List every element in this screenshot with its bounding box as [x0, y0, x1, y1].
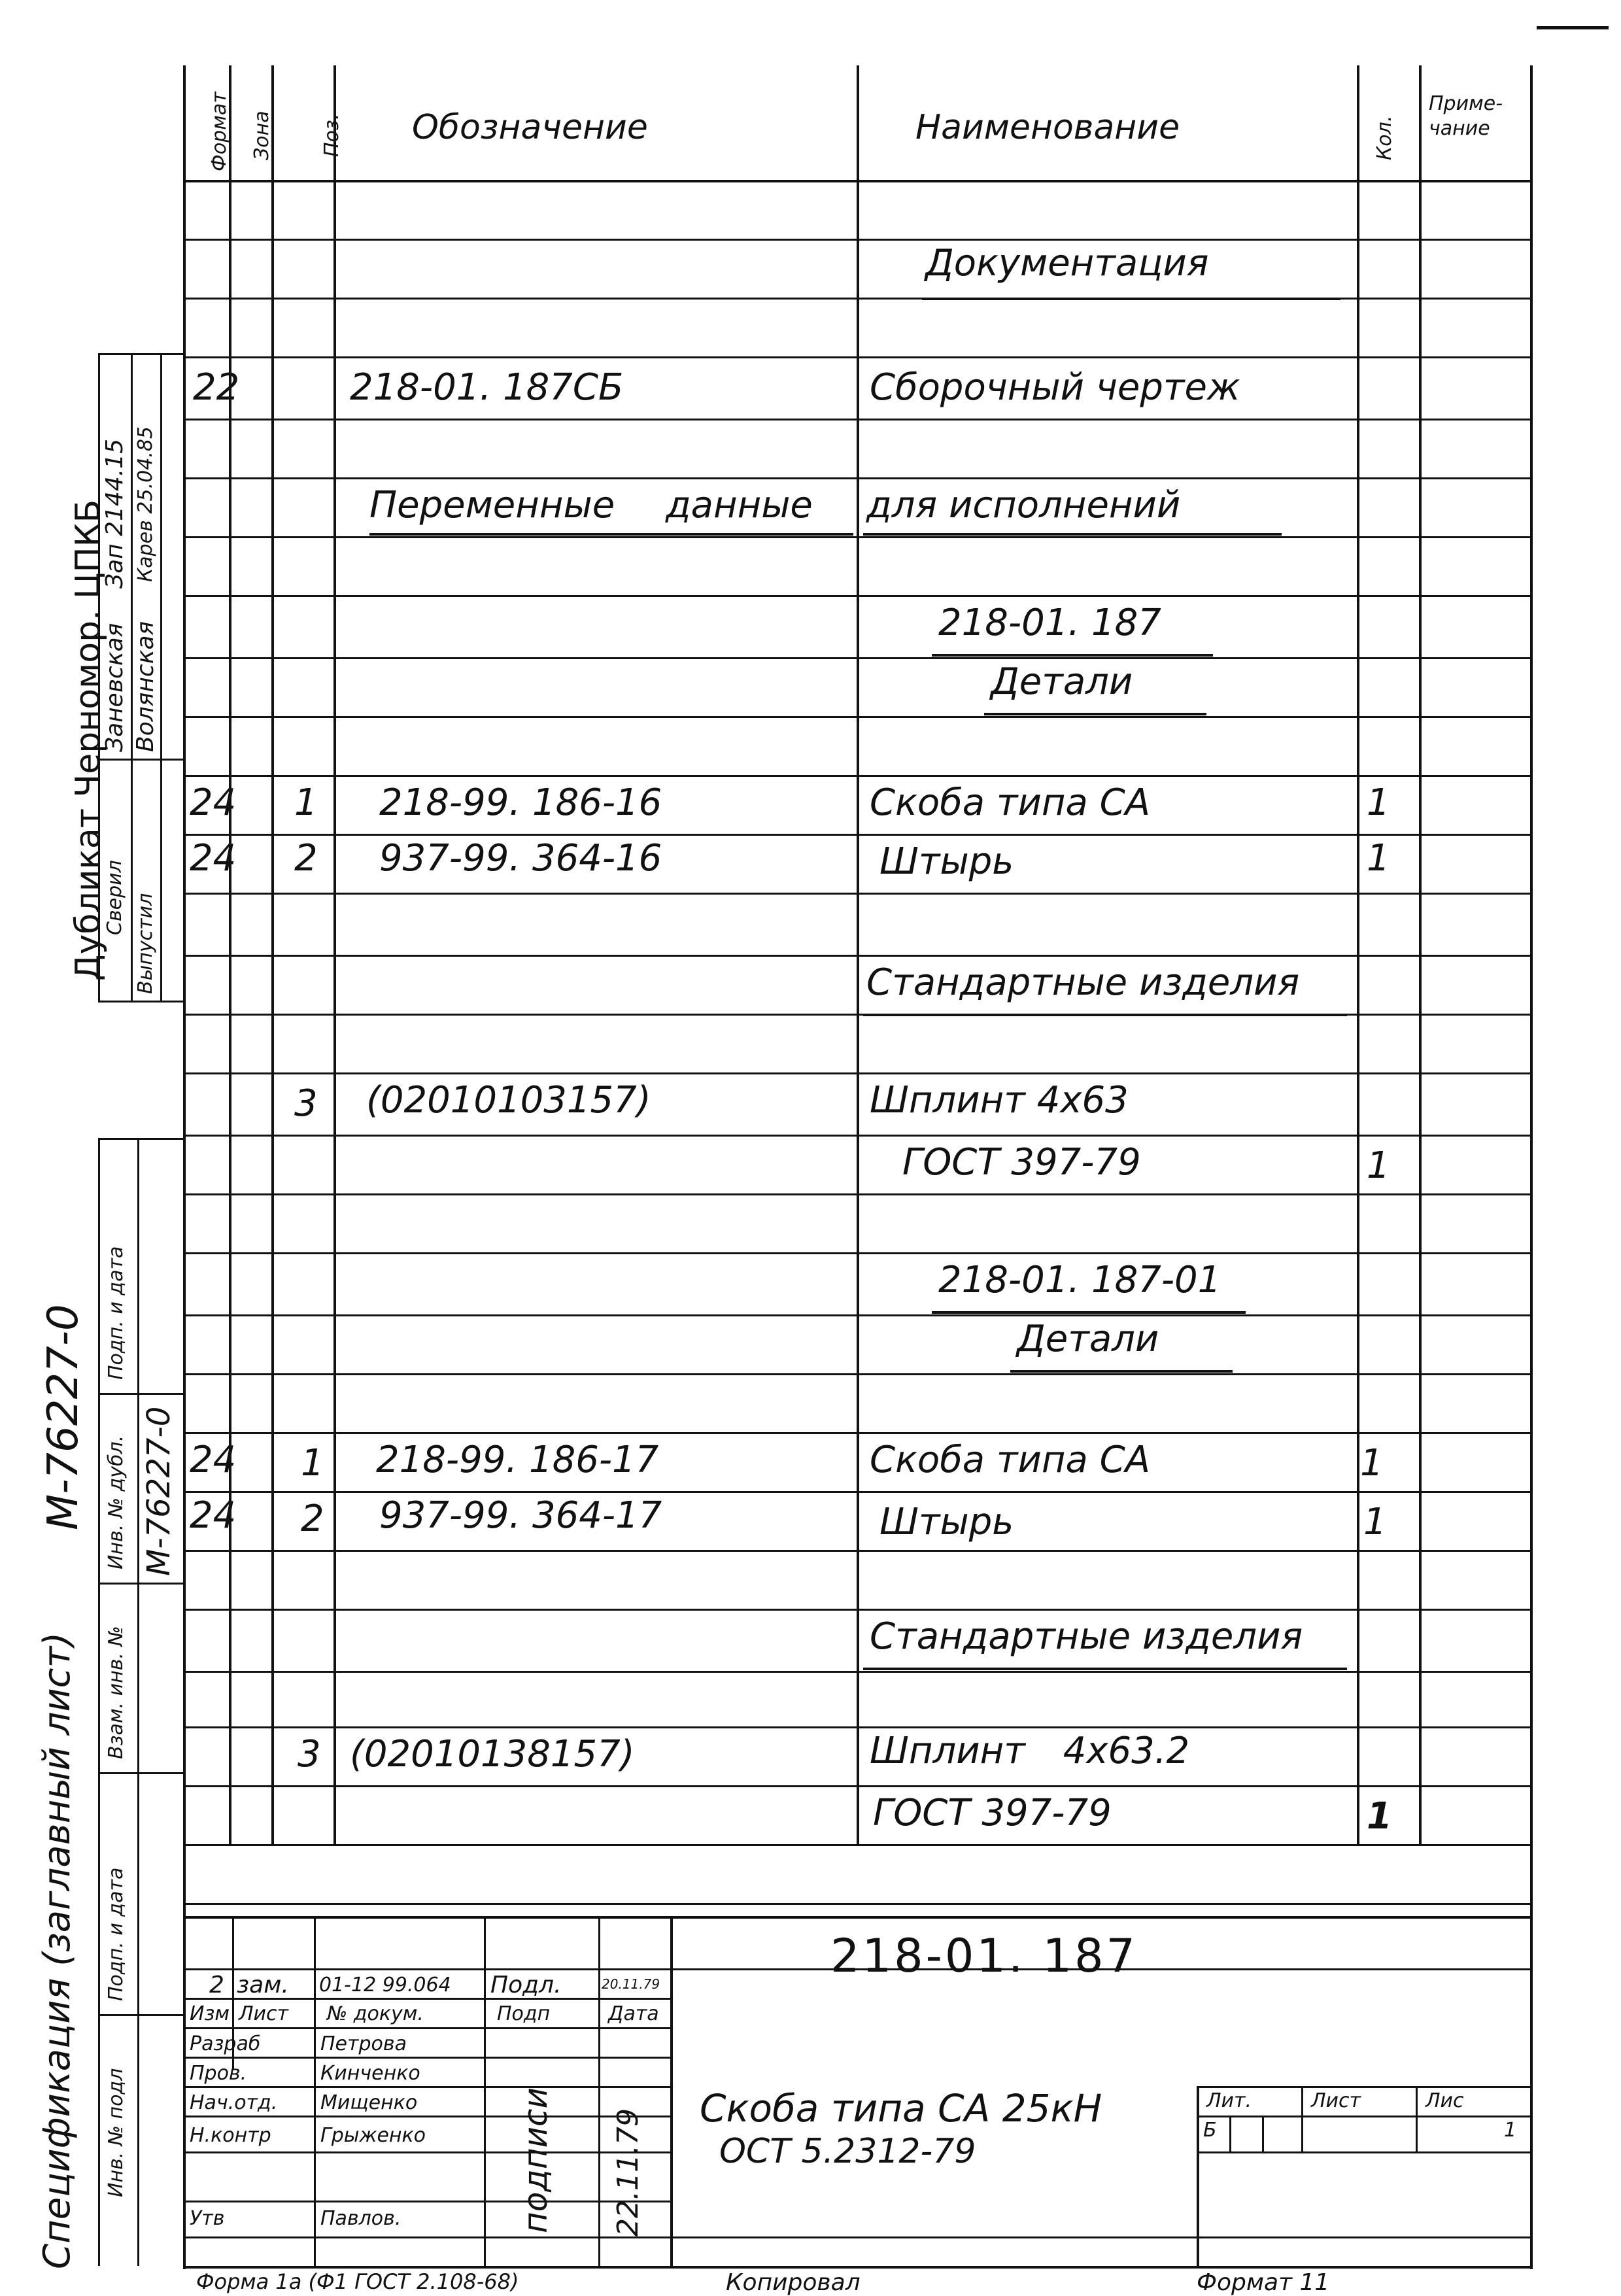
role-name: Кинченко: [320, 2062, 420, 2085]
label-vzam: Взам. инв. №: [105, 1626, 128, 1759]
label-podp-data: Подп. и дата: [105, 1867, 128, 2001]
row-pos: 2: [294, 837, 318, 880]
row-designation: (02010138157): [350, 1733, 635, 1775]
row-name: Скоба типа СА: [870, 781, 1150, 824]
duplicate-stamp: Дубликат Черномор. ЦПКБ: [69, 499, 108, 981]
vypustil-label: Выпустил: [134, 893, 157, 994]
stamp-note: Карев 25.04.85: [134, 426, 157, 582]
row-name: Сборочный чертеж: [870, 366, 1240, 409]
row-format: 24: [190, 1494, 237, 1537]
label-inv-dubl: Инв. № дубл.: [105, 1435, 128, 1569]
row-pos: 1: [294, 781, 318, 824]
underline: [863, 1014, 1347, 1016]
label-podp-data: Подп. и дата: [105, 1246, 128, 1380]
document-title: Скоба типа СА 25кН: [700, 2086, 1102, 2131]
row-name: Шплинт 4х63.2: [870, 1730, 1190, 1772]
role-label: Разраб: [190, 2032, 261, 2055]
section-parts: Детали: [991, 660, 1133, 703]
label-sign: Подп: [497, 2002, 551, 2025]
underline: [984, 713, 1206, 715]
header-note: Приме-чание: [1429, 92, 1503, 140]
header-name: Наименование: [915, 108, 1180, 147]
header-qty: Кол.: [1373, 115, 1396, 160]
role-label: Н.контр: [190, 2124, 271, 2147]
row-name: ГОСТ 397-79: [873, 1792, 1112, 1834]
section-standard-items: Стандартные изделия: [870, 1615, 1303, 1658]
lit-value: Б: [1203, 2119, 1217, 2142]
sheets-label: Лис: [1425, 2089, 1464, 2112]
variant-heading: 218-01. 187: [938, 602, 1161, 644]
role-label: Нач.отд.: [190, 2091, 278, 2114]
change-doc: 01-12 99.064: [319, 1974, 451, 1996]
row-qty: 1: [1367, 837, 1390, 880]
sheets-value: 1: [1504, 2119, 1517, 2142]
row-pos: 3: [298, 1733, 321, 1775]
row-format: 24: [190, 1439, 237, 1481]
underline: [863, 533, 1282, 536]
sveril-label: Сверил: [103, 860, 126, 935]
row-format: 22: [193, 366, 240, 409]
row-designation: 937-99. 364-16: [379, 837, 662, 880]
change-izm: 2: [209, 1972, 224, 1998]
underline: [932, 1311, 1246, 1314]
row-name: Штырь: [879, 1501, 1014, 1543]
change-date: 20.11.79: [602, 1976, 660, 1992]
role-name: Грыженко: [320, 2124, 426, 2147]
label-date: Дата: [608, 2002, 659, 2025]
header-designation: Обозначение: [412, 108, 648, 147]
variant-heading: 218-01. 187-01: [938, 1259, 1221, 1301]
row-format: 24: [190, 837, 237, 880]
row-qty: 1: [1367, 781, 1390, 824]
stamp-note: Зап 2144.15: [101, 439, 128, 589]
spec-title-vertical: Спецификация (заглавный лист): [36, 1632, 78, 2269]
label-doc: № докум.: [327, 2002, 424, 2025]
sveril-name: Заневская: [101, 623, 128, 752]
row-format: 24: [190, 781, 237, 824]
inventory-number: М-76227-0: [39, 1304, 88, 1530]
change-list: зам.: [237, 1972, 289, 1998]
row-qty: 1: [1363, 1501, 1387, 1543]
row-designation: 218-99. 186-16: [379, 781, 662, 824]
row-pos: 3: [294, 1082, 318, 1125]
label-izm: Изм: [190, 2002, 230, 2025]
underline: [1010, 1370, 1233, 1373]
section-standard-items: Стандартные изделия: [866, 961, 1300, 1004]
role-name: Павлов.: [320, 2207, 401, 2230]
row-designation: 937-99. 364-17: [379, 1494, 662, 1537]
label-inv-podl: Инв. № подл: [105, 2068, 128, 2197]
signatures-label: подписи: [517, 2087, 555, 2233]
signature-date: 22.11.79: [611, 2108, 645, 2236]
label-list: Лист: [239, 2002, 289, 2025]
row-name: Скоба типа СА: [870, 1439, 1150, 1481]
underline: [932, 654, 1213, 657]
inventory-value: М-76227-0: [141, 1406, 177, 1576]
header-pos: Поз.: [320, 113, 343, 157]
lit-label: Лит.: [1206, 2089, 1252, 2112]
document-number: 218-01. 187: [830, 1929, 1138, 1983]
row-designation: 218-99. 186-17: [376, 1439, 659, 1481]
vypustil-name: Волянская: [132, 621, 159, 752]
sheet-label: Лист: [1311, 2089, 1361, 2112]
row-name: Шплинт 4х63: [870, 1079, 1129, 1122]
variable-data-heading: Переменные данные: [369, 484, 813, 526]
row-pos: 1: [301, 1442, 324, 1484]
row-designation: 218-01. 187СБ: [350, 366, 624, 409]
footer-copied: Копировал: [726, 2269, 861, 2296]
document-standard: ОСТ 5.2312-79: [719, 2132, 976, 2171]
footer-format: Формат 11: [1197, 2269, 1330, 2296]
row-name: Штырь: [879, 840, 1014, 883]
header-format: Формат: [208, 92, 231, 171]
footer-form: Форма 1а (Ф1 ГОСТ 2.108-68): [196, 2269, 519, 2294]
row-qty: 1: [1367, 1144, 1390, 1187]
section-parts: Детали: [1017, 1318, 1159, 1360]
underline: [863, 1668, 1347, 1670]
variable-data-heading-cont: для исполнений: [866, 484, 1181, 526]
section-documentation: Документация: [925, 242, 1209, 284]
role-label: Пров.: [190, 2062, 247, 2085]
role-name: Петрова: [320, 2032, 407, 2055]
row-qty: 1: [1367, 1795, 1392, 1838]
row-name: ГОСТ 397-79: [902, 1141, 1141, 1184]
role-name: Мищенко: [320, 2091, 418, 2114]
change-sign: Подл.: [490, 1972, 562, 1998]
underline: [922, 298, 1340, 300]
row-qty: 1: [1360, 1442, 1384, 1484]
header-zone: Зона: [250, 111, 273, 160]
role-label: Утв: [190, 2207, 225, 2230]
underline: [369, 533, 853, 536]
row-pos: 2: [301, 1498, 324, 1540]
header-divider: [183, 180, 1533, 182]
row-designation: (02010103157): [366, 1079, 651, 1122]
